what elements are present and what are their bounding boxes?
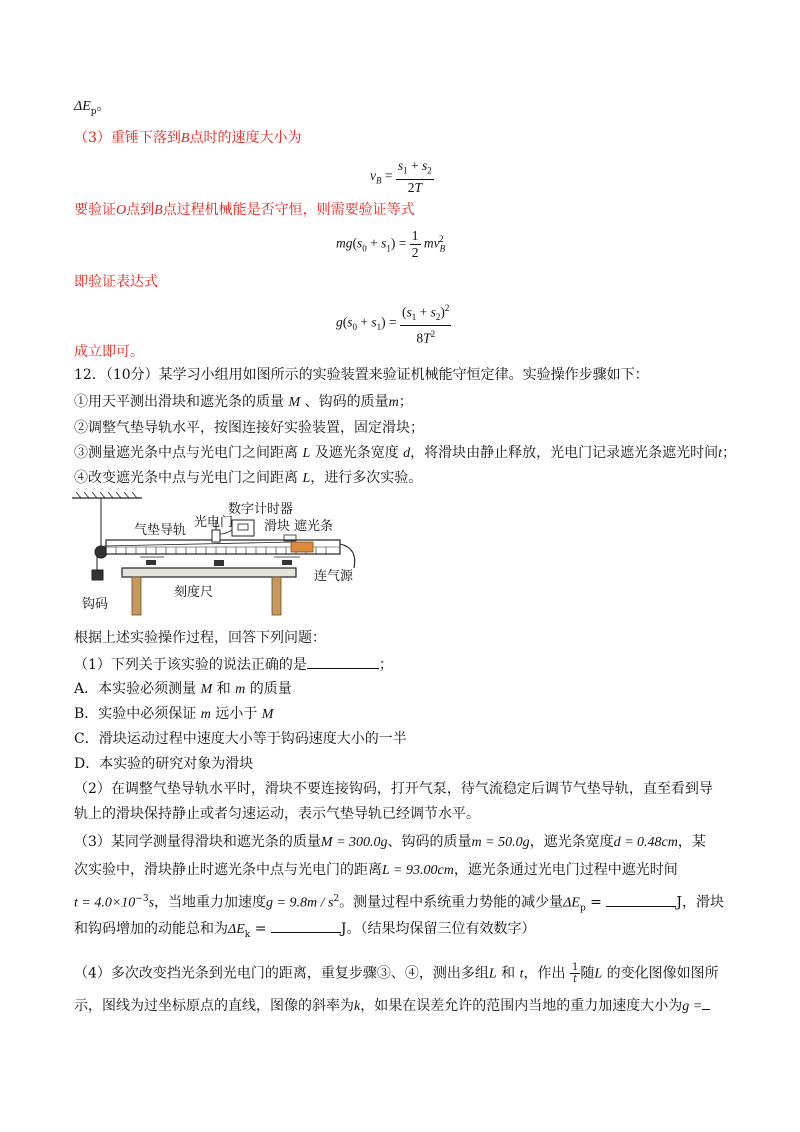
sub4-line2: 示，图线为过坐标原点的直线，图像的斜率为k，如果在误差允许的范围内当地的重力加速度大小为g = [74, 995, 710, 1017]
hook-weight [92, 570, 103, 580]
verify-intro: 要验证O点到B点过程机械能是否守恒，则需要验证等式 [74, 202, 415, 218]
ceiling-hatch [76, 492, 137, 498]
step2: ②调整气垫导轨水平，按图连接好实验装置，固定滑块； [74, 420, 424, 436]
digital-timer [232, 520, 254, 536]
sub1: （1）下列关于该实验的说法正确的是 ； [74, 654, 393, 675]
step4: ④改变遮光条中点与光电门之间距离 L，进行多次实验。 [74, 470, 423, 486]
sub2-line1: （2）在调整气垫导轨水平时，滑块不要连接钩码，打开气泵，待气流稳定后调节气垫导轨，直至看到导 [74, 781, 713, 797]
table-top [122, 568, 296, 577]
label-rail: 气垫导轨 [134, 523, 187, 538]
sub3-line2: 次实验中，滑块静止时遮光条中点与光电门的距离L = 93.00cm，遮光条通过光电门过程中遮光时间 [74, 862, 678, 878]
expression-label: 即验证表达式 [74, 274, 158, 290]
light-strip-block [291, 542, 313, 552]
photogate [212, 530, 220, 542]
answer-blank-1[interactable] [307, 654, 379, 669]
answer-blank-ek[interactable] [271, 918, 341, 933]
pulley [95, 546, 107, 558]
label-slider: 滑块 [264, 519, 291, 534]
final-expression: $g(s_0 + s_1)$ = $\frac{(s_1 + s_2)^2}{8T^2}$ [336, 300, 451, 347]
part3-answer-intro: （3）重锤下落到B点时的速度大小为 [74, 130, 302, 146]
apparatus-diagram [68, 490, 368, 624]
label-timer: 数字计时器 [228, 502, 294, 517]
sub4-line1: （4）多次改变挡光条到光电门的距离，重复步骤③、④，测出多组L 和 t，作出 $\frac{1}{t}$ 随L 的变化图像如图所 [74, 962, 719, 985]
air-hose [340, 544, 355, 568]
sub3-line3: $t = 4.0\times 10^{-3}s$，当地重力加速度$g = 9.8m / s^2$。测量过程中系统重力势能的减少量$\Delta E_p = J$，滑块 [74, 889, 724, 918]
step1: ①用天平测出滑块和遮光条的质量 M 、钩码的质量m； [74, 394, 413, 410]
option-c: C．滑块运动过程中速度大小等于钩码速度大小的一半 [74, 731, 407, 747]
prompt: 根据上述实验操作过程，回答下列问题： [74, 630, 326, 646]
option-d: D．本实验的研究对象为滑块 [74, 756, 254, 772]
label-ruler: 刻度尺 [174, 585, 214, 600]
label-gate: 光电门 [194, 515, 234, 530]
label-strip: 遮光条 [294, 519, 334, 534]
table-leg-right [272, 577, 281, 615]
vb-formula: $v_B$ = $\frac{s_1 + s_2}{2T}$ [370, 158, 432, 195]
answer-blank-g[interactable] [702, 995, 710, 1010]
conclusion: 成立即可。 [74, 344, 144, 360]
table-leg-left [132, 577, 141, 615]
delta-ep-line: $\Delta E_p$。 [74, 98, 111, 117]
q12-header: 12．（10分）某学习小组用如图所示的实验装置来验证机械能守恒定律。实验操作步骤如下： [74, 367, 649, 383]
option-b: B．实验中必须保证 m 远小于 M [74, 706, 274, 722]
sub3-line4: 和钩码增加的动能总和为$\Delta E_k = J$。（结果均保留三位有效数字） [74, 918, 536, 945]
option-a: A．本实验必须测量 M 和 m 的质量 [74, 681, 292, 697]
sub2-line2: 轨上的滑块保持静止或者匀速运动，表示气垫导轨已经调节水平。 [74, 806, 480, 822]
label-air: 连气源 [314, 569, 354, 584]
step3: ③测量遮光条中点与光电门之间距离 L 及遮光条宽度 d，将滑块由静止释放，光电门记录遮光条遮光时间t； [74, 445, 737, 461]
energy-equation: $mg(s_0 + s_1)$ = $\frac{1}{2}$ $mv_B^2$ [336, 228, 446, 260]
sub3-line1: （3）某同学测量得滑块和遮光条的质量M = 300.0g、钩码的质量m = 50.0g，遮光条宽度d = 0.48cm，某 [74, 834, 706, 850]
answer-blank-ep[interactable] [606, 892, 676, 907]
label-hook: 钩码 [82, 597, 109, 612]
